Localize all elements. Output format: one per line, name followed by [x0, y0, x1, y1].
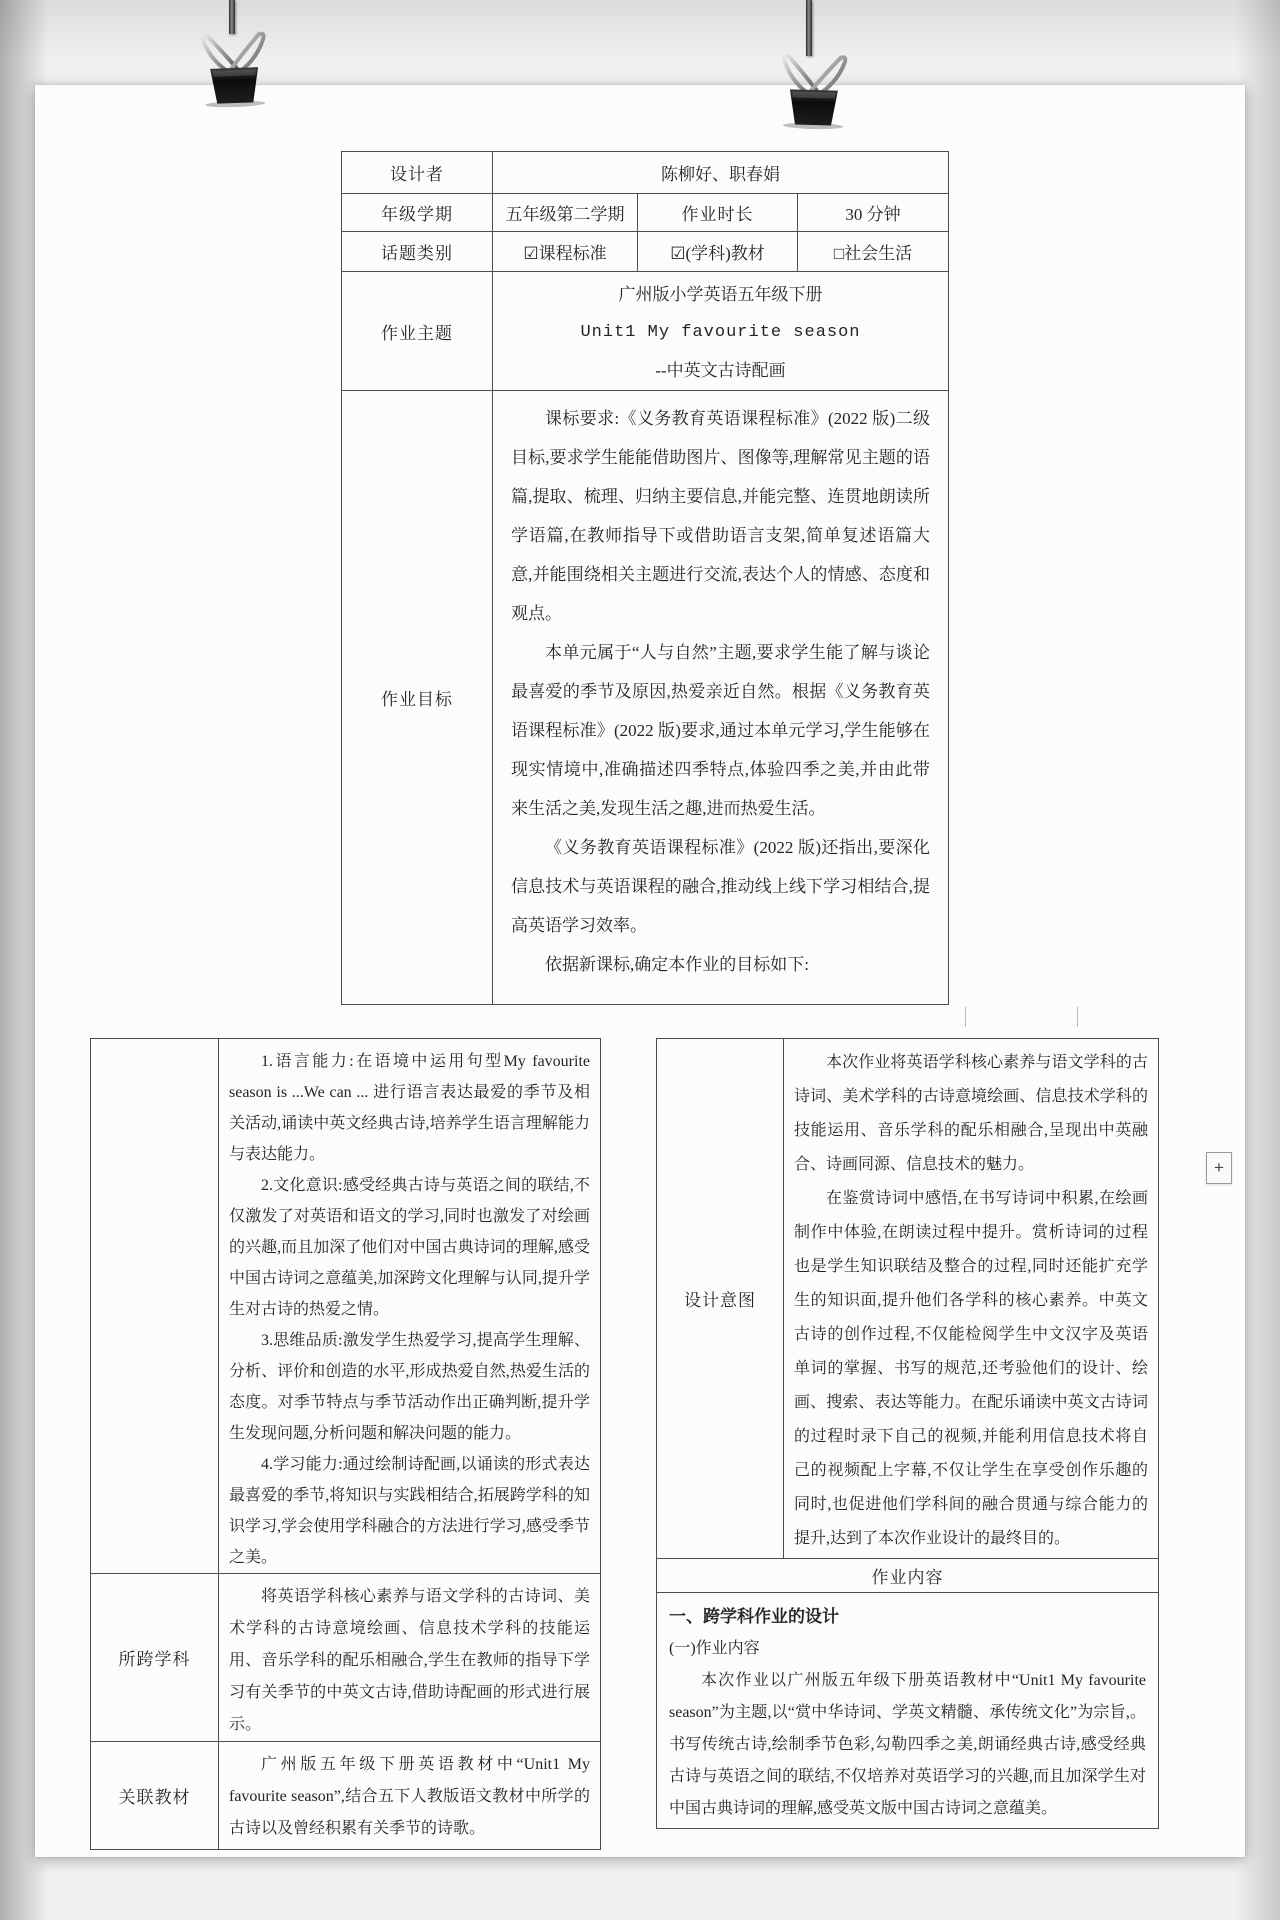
- subsection-title: (一)作业内容: [669, 1640, 760, 1657]
- goal-item-4: 4.学习能力:通过绘制诗配画,以诵读的形式表达最喜爱的季节,将知识与实践相结合,拓展跨学科的知识学习,学会使用学科融合的方法进行学习,感受季节之美。: [229, 1456, 590, 1566]
- theme-line-2: Unit1 My favourite season: [580, 323, 861, 342]
- goal-label: 作业目标: [342, 391, 493, 1005]
- goal-paragraph-4: 依据新课标,确定本作业的目标如下:: [545, 955, 809, 974]
- cross-subjects-label: 所跨学科: [91, 1574, 219, 1742]
- goal-paragraph-1: 课标要求:《义务教育英语课程标准》(2022 版)二级目标,要求学生能能借助图片、图像等,理解常见主题的语篇,提取、梳理、归纳主要信息,并能完整、连贯地朗读所学语篇,在教师指导下或借助语言支架,简单复述语篇大意,并能围绕相关主题进行交流,表达个人的情感、态度和观点。: [511, 409, 930, 623]
- duration-value: 30 分钟: [798, 194, 949, 232]
- goals-continuation-table: [90, 1038, 601, 1850]
- goal-item-2: 2.文化意识:感受经典古诗与英语之间的联结,不仅激发了对英语和语文的学习,同时也激发了对绘画的兴趣,而且加深了他们对中国古典诗词的理解,感受中国古诗词之意蕴美,加深跨文化理解与认同,提升学生对古诗的热爱之情。: [229, 1177, 590, 1318]
- page-boundary-mark-left: [965, 1007, 966, 1027]
- grade-label: 年级学期: [342, 194, 493, 232]
- goal-paragraph-2: 本单元属于“人与自然”主题,要求学生能了解与谈论最喜爱的季节及原因,热爱亲近自然。根据《义务教育英语课程标准》(2022 版)要求,通过本单元学习,学生能够在现实情境中,准确描述四季特点,体验四季之美,并由此带来生活之美,发现生活之趣,进而热爱生活。: [511, 643, 930, 818]
- related-material-text: 广州版五年级下册英语教材中“Unit1 My favourite season”,结合五下人教版语文教材中所学的古诗以及曾经积累有关季节的诗歌。: [229, 1756, 590, 1837]
- theme-label: 作业主题: [342, 272, 493, 391]
- goal-items-text: [219, 1039, 601, 1574]
- designer-label: 设计者: [342, 152, 493, 194]
- homework-design-table: [341, 151, 949, 1005]
- design-intent-paragraph-1: 本次作业将英语学科核心素养与语文学科的古诗词、美术学科的古诗意境绘画、信息技术学科的技能运用、音乐学科的配乐相融合,呈现出中英融合、诗画同源、信息技术的魅力。: [794, 1054, 1148, 1173]
- topic-option-curriculum-checkbox: ☑课程标准: [493, 232, 638, 272]
- goal-item-3: 3.思维品质:激发学生热爱学习,提高学生理解、分析、评价和创造的水平,形成热爱自然,热爱生活的态度。对季节特点与季节活动作出正确判断,提升学生发现问题,分析问题和解决问题的能力。: [229, 1332, 590, 1442]
- topic-option-textbook-checkbox: ☑(学科)教材: [638, 232, 798, 272]
- duration-label: 作业时长: [638, 194, 798, 232]
- page-boundary-mark-right: [1077, 1007, 1078, 1027]
- related-material-label: 关联教材: [91, 1742, 219, 1850]
- empty-label-cell: [91, 1039, 219, 1574]
- design-intent-label: 设计意图: [657, 1039, 784, 1559]
- expand-button[interactable]: +: [1206, 1152, 1232, 1184]
- theme-line-3: --中英文古诗配画: [655, 361, 786, 380]
- theme-value: [493, 272, 949, 391]
- homework-content-cell: [657, 1593, 1159, 1829]
- goal-item-1: 1.语言能力:在语境中运用句型My favourite season is ...We can ... 进行语言表达最爱的季节及相关活动,诵读中英文经典古诗,培养学生语言理解能力与表达能力。: [229, 1053, 590, 1163]
- design-intent-paragraph-2: 在鉴赏诗词中感悟,在书写诗词中积累,在绘画制作中体验,在朗读过程中提升。赏析诗词的过程也是学生知识联结及整合的过程,同时还能扩充学生的知识面,提升他们各学科的核心素养。中英文古诗的创作过程,不仅能检阅学生中文汉字及英语单词的掌握、书写的规范,还考验他们的设计、绘画、搜索、表达等能力。在配乐诵读中英文古诗词的过程时录下自己的视频,并能利用信息技术将自己的视频配上字幕,不仅让学生在享受创作乐趣的同时,也促进他们学科间的融合贯通与综合能力的提升,达到了本次作业设计的最终目的。: [794, 1190, 1148, 1547]
- binder-clip-left-icon: [189, 20, 280, 109]
- homework-content-header: 作业内容: [657, 1559, 1159, 1593]
- designer-value: 陈柳好、职春娟: [493, 152, 949, 194]
- design-intent-table: [656, 1038, 1159, 1829]
- topic-option-social-checkbox: □社会生活: [798, 232, 949, 272]
- cross-subjects-text-cell: [219, 1574, 601, 1742]
- design-intent-text-cell: [784, 1039, 1159, 1559]
- related-material-text-cell: [219, 1742, 601, 1850]
- section-title: 一、跨学科作业的设计: [669, 1607, 839, 1626]
- cross-subjects-text: 将英语学科核心素养与语文学科的古诗词、美术学科的古诗意境绘画、信息技术学科的技能运用、音乐学科的配乐相融合,学生在教师的指导下学习有关季节的中英文古诗,借助诗配画的形式进行展示。: [229, 1588, 590, 1733]
- goal-text: [493, 391, 949, 1005]
- homework-content-body: 本次作业以广州版五年级下册英语教材中“Unit1 My favourite season”为主题,以“赏中华诗词、学英文精髓、承传统文化”为宗旨,。书写传统古诗,绘制季节色彩,勾勒四季之美,朗诵经典古诗,感受经典古诗与英语之间的联结,不仅培养对英语学习的兴趣,而且加深学生对中国古典诗词的理解,感受英文版中国古诗词之意蕴美。: [669, 1672, 1146, 1817]
- topic-category-label: 话题类别: [342, 232, 493, 272]
- theme-line-1: 广州版小学英语五年级下册: [618, 285, 823, 304]
- binder-clip-right-icon: [769, 43, 859, 131]
- grade-value: 五年级第二学期: [493, 194, 638, 232]
- goal-paragraph-3: 《义务教育英语课程标准》(2022 版)还指出,要深化信息技术与英语课程的融合,推动线上线下学习相结合,提高英语学习效率。: [511, 838, 930, 935]
